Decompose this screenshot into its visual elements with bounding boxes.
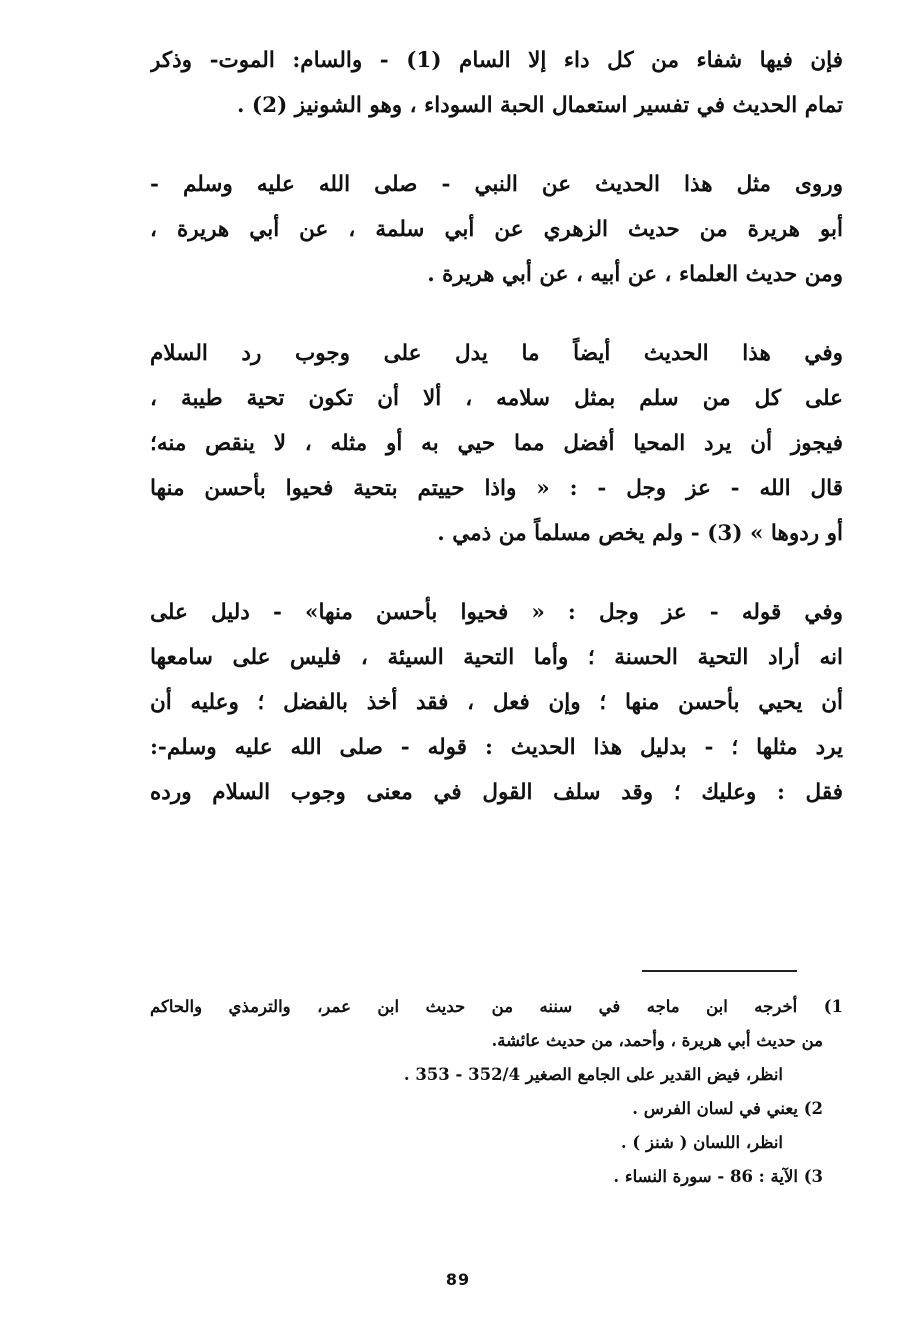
footnote-2-source: انظر، اللسان ( شنز ) . bbox=[620, 1133, 783, 1152]
text-line: فقل : وعليك ؛ وقد سلف القول في معنى وجوب السلام ورده bbox=[150, 780, 843, 805]
text-line: وروى مثل هذا الحديث عن النبي - صلى الله عليه وسلم - bbox=[150, 172, 843, 197]
text-line: أبو هريرة من حديث الزهري عن أبي سلمة ، عن أبي هريرة ، bbox=[150, 217, 843, 242]
paragraph-1 bbox=[150, 38, 843, 128]
text-line: ومن حديث العلماء ، عن أبيه ، عن أبي هريرة . bbox=[427, 262, 843, 287]
text-line: انه أراد التحية الحسنة ؛ وأما التحية السيئة ، فليس على سامعها bbox=[150, 645, 843, 670]
footnote-1-source: انظر، فيض القدير على الجامع الصغير 352/4 - 353 . bbox=[403, 1065, 783, 1084]
main-text bbox=[150, 38, 843, 815]
footnote-2: 2) يعني في لسان الفرس . bbox=[632, 1099, 823, 1118]
page-number: 89 bbox=[445, 1270, 471, 1289]
text-line: وفي هذا الحديث أيضاً ما يدل على وجوب رد السلام bbox=[150, 341, 843, 366]
footnotes bbox=[150, 990, 843, 1194]
footnote-1-line-1: 1) أخرجه ابن ماجه في سننه من حديث ابن عمر، والترمذي والحاكم bbox=[150, 997, 843, 1016]
text-line: يرد مثلها ؛ - بدليل هذا الحديث : قوله - صلى الله عليه وسلم-: bbox=[150, 735, 843, 760]
footnote-1-line-2: من حديث أبي هريرة ، وأحمد، من حديث عائشة. bbox=[491, 1031, 823, 1050]
paragraph-3 bbox=[150, 331, 843, 556]
text-line: فإن فيها شفاء من كل داء إلا السام (1) - والسام: الموت- وذكر bbox=[150, 48, 843, 73]
text-line: قال الله - عز وجل - : « واذا حييتم بتحية فحيوا بأحسن منها bbox=[150, 476, 843, 501]
footnote-divider bbox=[642, 970, 797, 972]
footnote-3: 3) الآية : 86 - سورة النساء . bbox=[613, 1167, 823, 1186]
paragraph-4 bbox=[150, 590, 843, 815]
text-line: أو ردوها » (3) - ولم يخص مسلماً من ذمي . bbox=[437, 521, 843, 546]
text-line: وفي قوله - عز وجل : « فحيوا بأحسن منها» - دليل على bbox=[150, 600, 843, 625]
text-line: أن يحيي بأحسن منها ؛ وإن فعل ، فقد أخذ بالفضل ؛ وعليه أن bbox=[150, 690, 843, 715]
text-line: على كل من سلم بمثل سلامه ، ألا أن تكون تحية طيبة ، bbox=[150, 386, 843, 411]
paragraph-2 bbox=[150, 162, 843, 297]
text-line: فيجوز أن يرد المحيا أفضل مما حيي به أو مثله ، لا ينقص منه؛ bbox=[150, 431, 843, 456]
text-line: تمام الحديث في تفسير استعمال الحبة السوداء ، وهو الشونيز (2) . bbox=[236, 93, 843, 118]
